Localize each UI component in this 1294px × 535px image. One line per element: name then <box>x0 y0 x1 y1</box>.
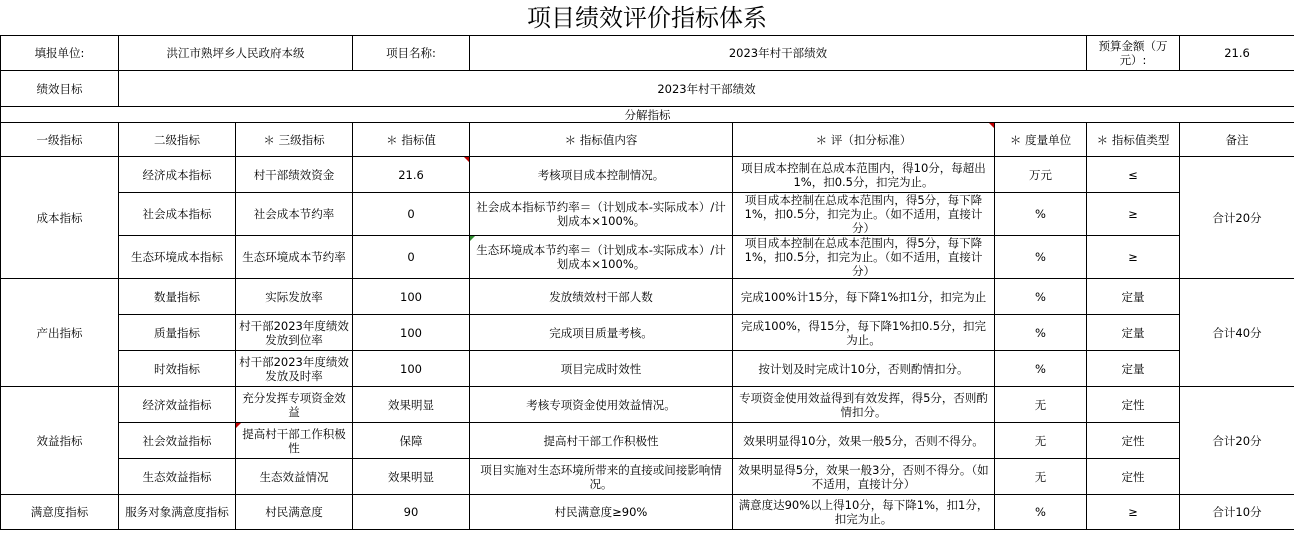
level3-cell[interactable]: 生态效益情况 <box>236 459 353 495</box>
level1-cell[interactable]: 满意度指标 <box>1 495 119 530</box>
value-cell[interactable]: 100 <box>353 351 470 387</box>
level3-cell[interactable]: 村民满意度 <box>236 495 353 530</box>
budget-value[interactable]: 21.6 <box>1180 36 1294 71</box>
unit-cell[interactable]: % <box>995 279 1087 315</box>
decompose-row <box>1 107 1294 123</box>
level2-cell[interactable]: 时效指标 <box>119 351 236 387</box>
table-row <box>1 459 1294 495</box>
level3-cell[interactable]: 村干部2023年度绩效发放及时率 <box>236 351 353 387</box>
col-header-standard: ＊ 评（扣分标准） <box>733 123 995 157</box>
content-cell[interactable]: 社会成本指标节约率＝（计划成本-实际成本）/计划成本×100%。 <box>470 193 733 236</box>
level2-cell[interactable]: 社会成本指标 <box>119 193 236 236</box>
level2-cell[interactable]: 生态环境成本指标 <box>119 236 236 279</box>
unit-cell[interactable]: % <box>995 193 1087 236</box>
remark-cell[interactable]: 合计40分 <box>1180 279 1294 387</box>
comment-marker-icon[interactable] <box>470 236 475 241</box>
type-cell[interactable]: 定性 <box>1087 423 1180 459</box>
type-cell[interactable]: ≤ <box>1087 157 1180 193</box>
table-row <box>1 387 1294 423</box>
table-row <box>1 236 1294 279</box>
unit-cell[interactable]: 无 <box>995 459 1087 495</box>
content-cell[interactable]: 村民满意度≥90% <box>470 495 733 530</box>
type-cell[interactable]: ≥ <box>1087 193 1180 236</box>
standard-cell[interactable]: 完成100%计15分，每下降1%扣1分，扣完为止 <box>733 279 995 315</box>
standard-cell[interactable]: 项目成本控制在总成本范围内，得10分，每超出1%，扣0.5分，扣完为止。 <box>733 157 995 193</box>
type-cell[interactable]: ≥ <box>1087 236 1180 279</box>
content-cell[interactable]: 生态环境成本节约率＝（计划成本-实际成本）/计划成本×100%。 <box>470 236 733 279</box>
unit-cell[interactable]: % <box>995 315 1087 351</box>
value-cell[interactable]: 0 <box>353 193 470 236</box>
unit-cell[interactable]: 无 <box>995 387 1087 423</box>
standard-cell[interactable]: 效果明显得5分，效果一般3分，否则不得分。（如不适用，直接计分） <box>733 459 995 495</box>
table-row <box>1 495 1294 530</box>
content-cell[interactable]: 发放绩效村干部人数 <box>470 279 733 315</box>
level2-cell[interactable]: 数量指标 <box>119 279 236 315</box>
content-cell[interactable]: 提高村干部工作积极性 <box>470 423 733 459</box>
col-header-level1: 一级指标 <box>1 123 119 157</box>
content-cell[interactable]: 完成项目质量考核。 <box>470 315 733 351</box>
col-header-level3: ＊ 三级指标 <box>236 123 353 157</box>
unit-cell[interactable]: % <box>995 495 1087 530</box>
col-header-remark: 备注 <box>1180 123 1294 157</box>
standard-cell[interactable]: 项目成本控制在总成本范围内，得5分，每下降1%，扣0.5分，扣完为止。（如不适用，直接计分） <box>733 193 995 236</box>
value-cell[interactable]: 保障 <box>353 423 470 459</box>
col-header-type: ＊ 指标值类型 <box>1087 123 1180 157</box>
type-cell[interactable]: 定量 <box>1087 279 1180 315</box>
value-cell[interactable]: 21.6 <box>353 157 470 193</box>
page-title: 项目绩效评价指标体系 <box>527 4 767 32</box>
goal-row <box>1 71 1294 107</box>
type-cell[interactable]: 定量 <box>1087 315 1180 351</box>
level2-cell[interactable]: 质量指标 <box>119 315 236 351</box>
remark-cell[interactable]: 合计20分 <box>1180 157 1294 279</box>
level2-cell[interactable]: 经济成本指标 <box>119 157 236 193</box>
level2-cell[interactable]: 服务对象满意度指标 <box>119 495 236 530</box>
type-cell[interactable]: 定性 <box>1087 459 1180 495</box>
table-row <box>1 351 1294 387</box>
column-header-row <box>1 123 1294 157</box>
unit-cell[interactable]: 万元 <box>995 157 1087 193</box>
comment-marker-icon[interactable] <box>464 157 469 162</box>
value-cell[interactable]: 100 <box>353 315 470 351</box>
level3-cell[interactable]: 村干部绩效资金 <box>236 157 353 193</box>
standard-cell[interactable]: 效果明显得10分，效果一般5分，否则不得分。 <box>733 423 995 459</box>
content-cell[interactable]: 考核专项资金使用效益情况。 <box>470 387 733 423</box>
type-cell[interactable]: ≥ <box>1087 495 1180 530</box>
budget-label: 预算金额（万元）: <box>1087 36 1180 71</box>
content-cell[interactable]: 考核项目成本控制情况。 <box>470 157 733 193</box>
project-value[interactable]: 2023年村干部绩效 <box>470 36 1087 71</box>
type-cell[interactable]: 定量 <box>1087 351 1180 387</box>
unit-cell[interactable]: % <box>995 351 1087 387</box>
standard-cell[interactable]: 按计划及时完成计10分，否则酌情扣分。 <box>733 351 995 387</box>
level2-cell[interactable]: 生态效益指标 <box>119 459 236 495</box>
comment-marker-icon[interactable] <box>236 423 241 428</box>
unit-value[interactable]: 洪江市熟坪乡人民政府本级 <box>119 36 353 71</box>
level3-cell[interactable]: 社会成本节约率 <box>236 193 353 236</box>
value-cell[interactable]: 0 <box>353 236 470 279</box>
content-cell[interactable]: 项目实施对生态环境所带来的直接或间接影响情况。 <box>470 459 733 495</box>
unit-label: 填报单位: <box>1 36 119 71</box>
value-cell[interactable]: 效果明显 <box>353 387 470 423</box>
table-row <box>1 279 1294 315</box>
col-header-content: ＊ 指标值内容 <box>470 123 733 157</box>
level1-cell[interactable]: 成本指标 <box>1 157 119 279</box>
level3-cell[interactable]: 充分发挥专项资金效益 <box>236 387 353 423</box>
standard-cell[interactable]: 项目成本控制在总成本范围内，得5分，每下降1%，扣0.5分，扣完为止。（如不适用，直接计分） <box>733 236 995 279</box>
standard-cell[interactable]: 专项资金使用效益得到有效发挥，得5分，否则酌情扣分。 <box>733 387 995 423</box>
col-header-unit: ＊ 度量单位 <box>995 123 1087 157</box>
col-header-level2: 二级指标 <box>119 123 236 157</box>
value-cell[interactable]: 100 <box>353 279 470 315</box>
table-row <box>1 423 1294 459</box>
standard-cell[interactable]: 完成100%，得15分，每下降1%扣0.5分，扣完为止。 <box>733 315 995 351</box>
level3-cell[interactable]: 生态环境成本节约率 <box>236 236 353 279</box>
level1-cell[interactable]: 产出指标 <box>1 279 119 387</box>
remark-cell[interactable]: 合计20分 <box>1180 387 1294 495</box>
indicator-table <box>0 35 1294 530</box>
decompose-label: 分解指标 <box>1 107 1294 123</box>
col-header-value: ＊ 指标值 <box>353 123 470 157</box>
remark-cell[interactable]: 合计10分 <box>1180 495 1294 530</box>
project-label: 项目名称: <box>353 36 470 71</box>
standard-cell[interactable]: 满意度达90%以上得10分，每下降1%，扣1分，扣完为止。 <box>733 495 995 530</box>
table-row <box>1 157 1294 193</box>
level3-cell[interactable]: 村干部2023年度绩效发放到位率 <box>236 315 353 351</box>
level2-cell[interactable]: 社会效益指标 <box>119 423 236 459</box>
value-cell[interactable]: 效果明显 <box>353 459 470 495</box>
type-cell[interactable]: 定性 <box>1087 387 1180 423</box>
comment-marker-icon[interactable] <box>989 123 994 128</box>
goal-value[interactable]: 2023年村干部绩效 <box>119 71 1294 107</box>
level1-cell[interactable]: 效益指标 <box>1 387 119 495</box>
level3-cell[interactable]: 提高村干部工作积极性 <box>236 423 353 459</box>
value-cell[interactable]: 90 <box>353 495 470 530</box>
table-row <box>1 315 1294 351</box>
level3-cell[interactable]: 实际发放率 <box>236 279 353 315</box>
content-cell[interactable]: 项目完成时效性 <box>470 351 733 387</box>
unit-cell[interactable]: % <box>995 236 1087 279</box>
unit-cell[interactable]: 无 <box>995 423 1087 459</box>
info-row <box>1 36 1294 71</box>
level2-cell[interactable]: 经济效益指标 <box>119 387 236 423</box>
goal-label: 绩效目标 <box>1 71 119 107</box>
table-row <box>1 193 1294 236</box>
